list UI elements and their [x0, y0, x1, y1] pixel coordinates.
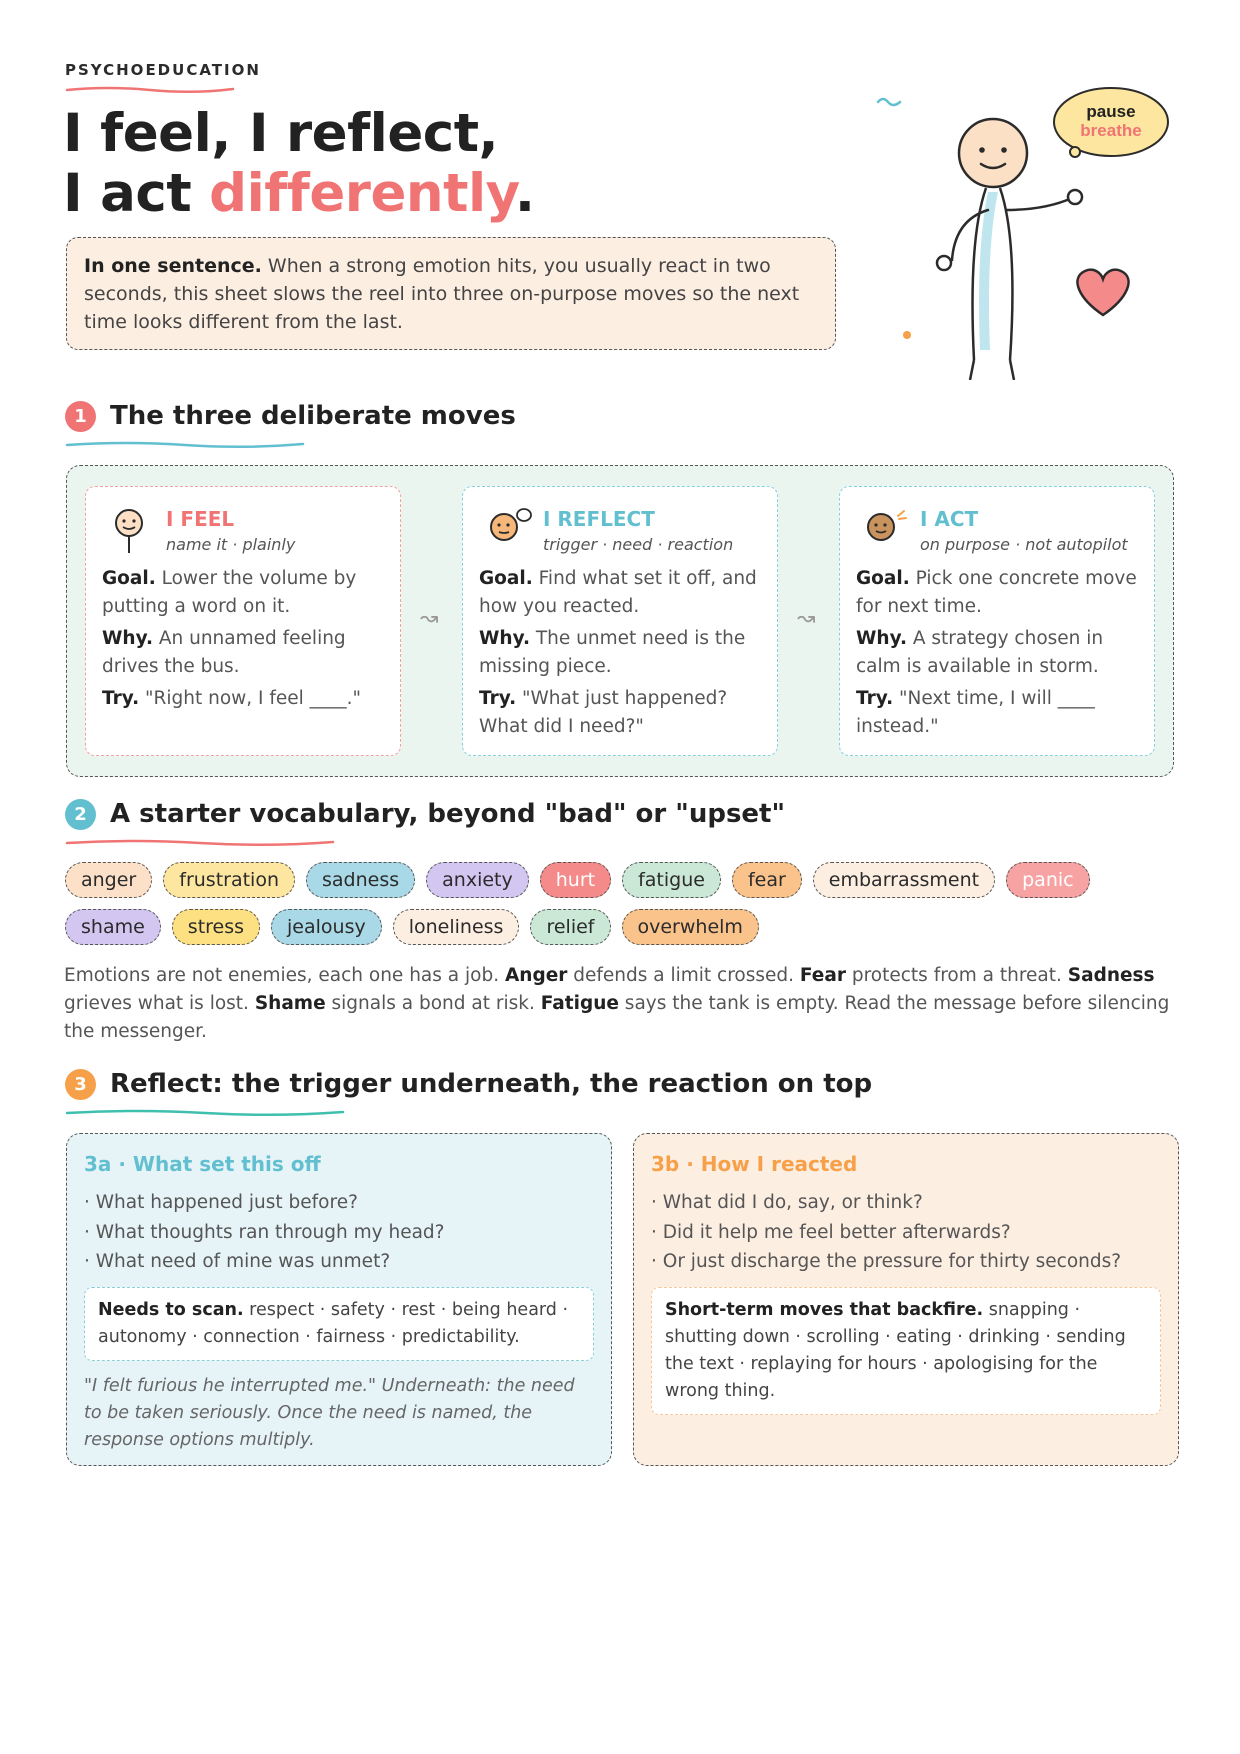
list-item: · Or just discharge the pressure for thirty seconds?	[651, 1251, 1122, 1272]
section-2-number: 2	[65, 799, 96, 830]
why-text: The unmet need is the missing piece.	[479, 628, 746, 677]
title-line-2-prefix: I act	[63, 163, 210, 224]
emotion-chip: stress	[172, 909, 260, 945]
heart-icon	[1077, 270, 1128, 315]
question-list	[84, 1188, 594, 1277]
section-2-title: A starter vocabulary, beyond "bad" or "upset"	[110, 799, 786, 829]
card-title: I REFLECT	[543, 507, 655, 531]
why-label: Why.	[856, 628, 907, 649]
intro-box	[66, 237, 836, 350]
goal-label: Goal.	[102, 568, 156, 589]
para-bold: Anger	[504, 965, 568, 986]
card-i-act	[839, 486, 1155, 756]
try-label: Try.	[856, 688, 894, 709]
section-1-title: The three deliberate moves	[110, 401, 516, 431]
card-goal	[479, 565, 761, 621]
card-i-reflect	[462, 486, 778, 756]
title-line-2-suffix: .	[514, 163, 535, 224]
emotion-chip: jealousy	[271, 909, 382, 945]
list-item: · What happened just before?	[84, 1192, 358, 1213]
emotion-chip: anger	[65, 862, 152, 898]
card-try	[479, 685, 761, 741]
emotion-chip: overwhelm	[622, 909, 759, 945]
emotion-chip: panic	[1006, 862, 1089, 898]
para-bold: Sadness	[1067, 965, 1155, 986]
card-why	[479, 625, 761, 681]
goal-label: Goal.	[479, 568, 533, 589]
note-label: Short-term moves that backfire.	[665, 1299, 984, 1320]
section-2-underline	[65, 838, 335, 848]
emotion-chips-row-2	[65, 909, 1175, 945]
goal-text: Pick one concrete move for next time.	[856, 568, 1137, 617]
para-bold: Fear	[799, 965, 846, 986]
try-label: Try.	[102, 688, 140, 709]
para-bold: Fatigue	[540, 993, 619, 1014]
emotion-chips-row-1	[65, 862, 1175, 898]
intro-text: When a strong emotion hits, you usually react in two seconds, this sheet slows the reel into three on-purpose moves so the next time looks different from the last.	[84, 255, 800, 333]
card-try	[856, 685, 1138, 741]
emotion-chip: loneliness	[393, 909, 520, 945]
why-label: Why.	[102, 628, 153, 649]
para-bold: Shame	[254, 993, 326, 1014]
determined-face-icon	[866, 507, 910, 543]
card-why	[102, 625, 384, 681]
section-3-underline	[65, 1108, 345, 1118]
note-text: snapping · shutting down · scrolling · eating · drinking · sending the text · replaying for hours · apologising for the wrong thing.	[665, 1299, 1126, 1401]
section-1-underline	[65, 440, 305, 450]
para-text: signals a bond at risk.	[325, 993, 541, 1014]
thinking-face-icon	[489, 507, 533, 543]
card-title: I FEEL	[166, 507, 235, 531]
card-title: I ACT	[920, 507, 979, 531]
eyebrow-label: PSYCHOEDUCATION	[65, 61, 261, 79]
example-quote: "I felt furious he interrupted me." Underneath: the need to be taken seriously. Once the need is named, the response options multiply.	[84, 1375, 575, 1450]
eyebrow-underline	[65, 84, 235, 94]
title-line-1: I feel, I reflect,	[63, 103, 499, 164]
list-item: · What thoughts ran through my head?	[84, 1221, 445, 1243]
emotion-chip: fear	[732, 862, 802, 898]
emotion-chip: frustration	[163, 862, 295, 898]
panel-how-i-reacted	[633, 1133, 1179, 1466]
emotion-chip: fatigue	[622, 862, 721, 898]
para-text: protects from a threat.	[845, 965, 1068, 986]
panel-title: 3b · How I reacted	[651, 1152, 858, 1176]
try-label: Try.	[479, 688, 517, 709]
card-subtitle: on purpose · not autopilot	[920, 535, 1128, 554]
list-item: · What did I do, say, or think?	[651, 1192, 923, 1213]
card-goal	[102, 565, 384, 621]
try-text: "What just happened? What did I need?"	[479, 688, 728, 737]
emotions-explainer	[64, 962, 1184, 1046]
three-moves-panel	[66, 465, 1174, 777]
backfire-note	[651, 1287, 1161, 1415]
emotion-chip: sadness	[306, 862, 415, 898]
note-text: respect · safety · rest · being heard · autonomy · connection · fairness · predictability.	[98, 1299, 569, 1347]
why-text: A strategy chosen in calm is available in storm.	[856, 628, 1104, 677]
why-label: Why.	[479, 628, 530, 649]
emotion-chip: anxiety	[426, 862, 529, 898]
goal-text: Lower the volume by putting a word on it.	[102, 568, 357, 617]
bubble-text-breathe: breathe	[1080, 121, 1142, 140]
section-2-heading	[65, 796, 785, 832]
lollipop-face-icon	[112, 507, 146, 555]
emotion-chip: shame	[65, 909, 161, 945]
list-item: · What need of mine was unmet?	[84, 1251, 391, 1272]
card-subtitle: name it · plainly	[166, 535, 296, 554]
intro-lead: In one sentence.	[84, 255, 262, 277]
panel-what-set-this-off	[66, 1133, 612, 1466]
para-text: Emotions are not enemies, each one has a job.	[64, 965, 505, 986]
bubble-text-pause: pause	[1086, 102, 1136, 121]
try-text: "Next time, I will ____ instead."	[856, 688, 1095, 737]
section-1-number: 1	[65, 401, 96, 432]
card-subtitle: trigger · need · reaction	[543, 535, 734, 554]
card-i-feel	[85, 486, 401, 756]
para-text: defends a limit crossed.	[567, 965, 800, 986]
why-text: An unnamed feeling drives the bus.	[102, 628, 346, 677]
card-why	[856, 625, 1138, 681]
list-item: · Did it help me feel better afterwards?	[651, 1221, 1011, 1243]
emotion-chip: embarrassment	[813, 862, 995, 898]
section-1-heading	[65, 398, 516, 434]
page-title	[63, 104, 534, 224]
question-list	[651, 1188, 1161, 1277]
goal-label: Goal.	[856, 568, 910, 589]
section-3-title: Reflect: the trigger underneath, the reaction on top	[110, 1069, 873, 1099]
emotion-chip: hurt	[540, 862, 611, 898]
section-3-number: 3	[65, 1069, 96, 1100]
para-text: says the tank is empty. Read the message before silencing the messenger.	[64, 993, 1170, 1042]
arrow-icon: ↝	[420, 606, 439, 631]
para-text: grieves what is lost.	[64, 993, 255, 1014]
card-goal	[856, 565, 1138, 621]
try-text: "Right now, I feel ____."	[139, 688, 362, 709]
needs-note	[84, 1287, 594, 1361]
note-label: Needs to scan.	[98, 1299, 244, 1320]
arrow-icon: ↝	[797, 606, 816, 631]
goal-text: Find what set it off, and how you reacted.	[479, 568, 757, 617]
title-accent-word: differently	[209, 163, 515, 224]
card-try	[102, 685, 384, 713]
figure-head	[959, 119, 1027, 187]
panel-title: 3a · What set this off	[84, 1152, 321, 1176]
section-3-heading	[65, 1066, 872, 1102]
stick-figure-illustration	[860, 80, 1190, 380]
emotion-chip: relief	[530, 909, 610, 945]
